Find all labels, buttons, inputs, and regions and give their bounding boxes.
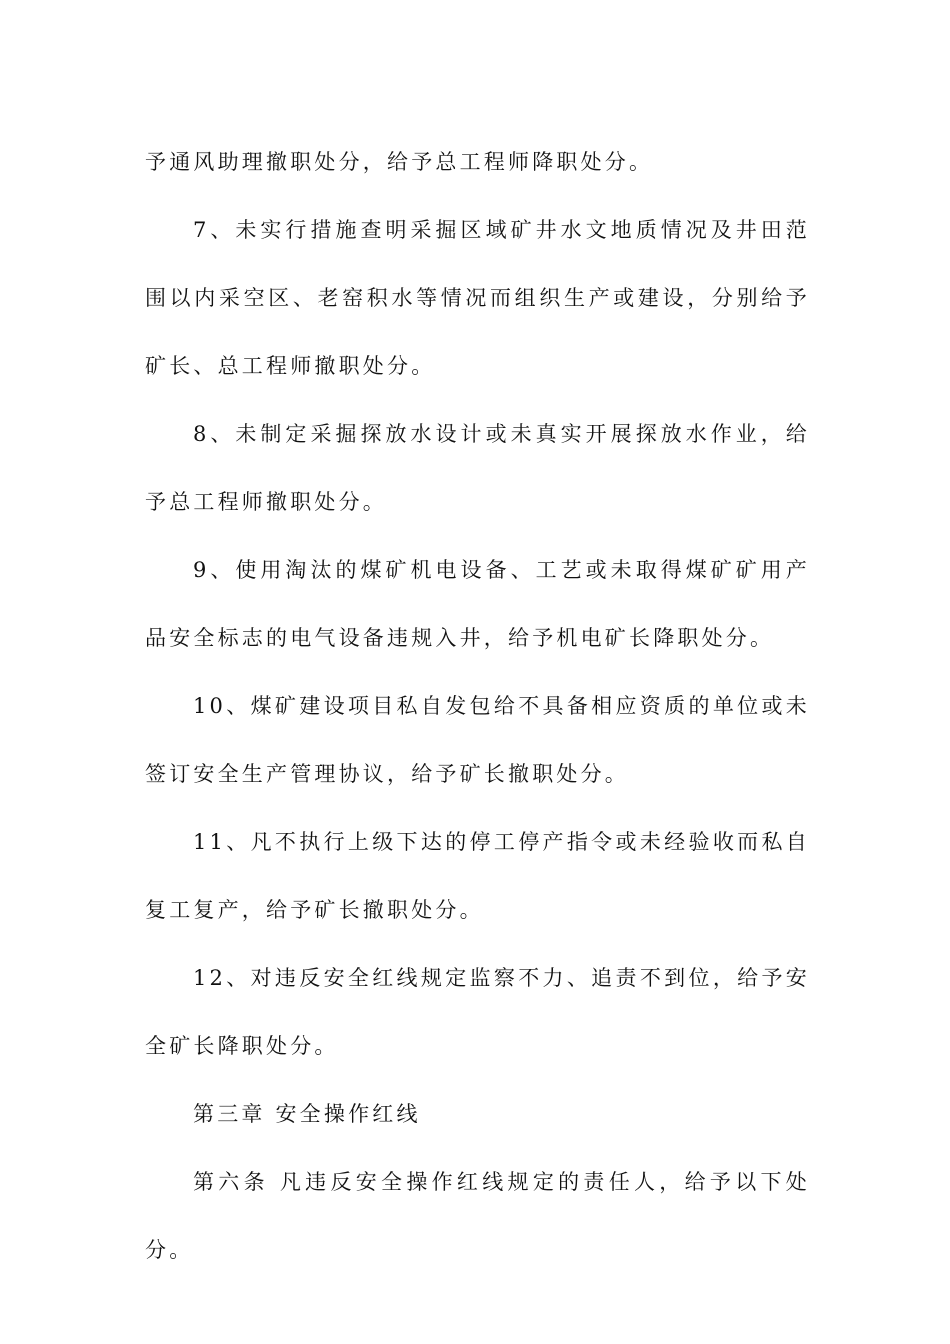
chapter-heading: 第三章 安全操作红线	[193, 1102, 421, 1126]
paragraph-item-7: 7、未实行措施查明采掘区域矿井水文地质情况及井田范围以内采空区、老窑积水等情况而组织生产或建设，分别给予矿长、总工程师撤职处分。	[145, 218, 810, 378]
paragraph-item-8: 8、未制定采掘探放水设计或未真实开展探放水作业，给予总工程师撤职处分。	[145, 422, 810, 514]
paragraph-item-11: 11、凡不执行上级下达的停工停产指令或未经验收而私自复工复产，给予矿长撤职处分。	[145, 830, 810, 922]
paragraph-item-12: 12、对违反安全红线规定监察不力、追责不到位，给予安全矿长降职处分。	[145, 966, 810, 1058]
paragraph-item-9: 9、使用淘汰的煤矿机电设备、工艺或未取得煤矿矿用产品安全标志的电气设备违规入井，给予机电矿长降职处分。	[145, 558, 810, 650]
document-body	[145, 128, 810, 1284]
paragraph-continuation: 予通风助理撤职处分，给予总工程师降职处分。	[145, 150, 654, 174]
article-six: 第六条 凡违反安全操作红线规定的责任人，给予以下处分。	[145, 1170, 810, 1262]
paragraph-item-10: 10、煤矿建设项目私自发包给不具备相应资质的单位或未签订安全生产管理协议，给予矿长撤职处分。	[145, 694, 810, 786]
